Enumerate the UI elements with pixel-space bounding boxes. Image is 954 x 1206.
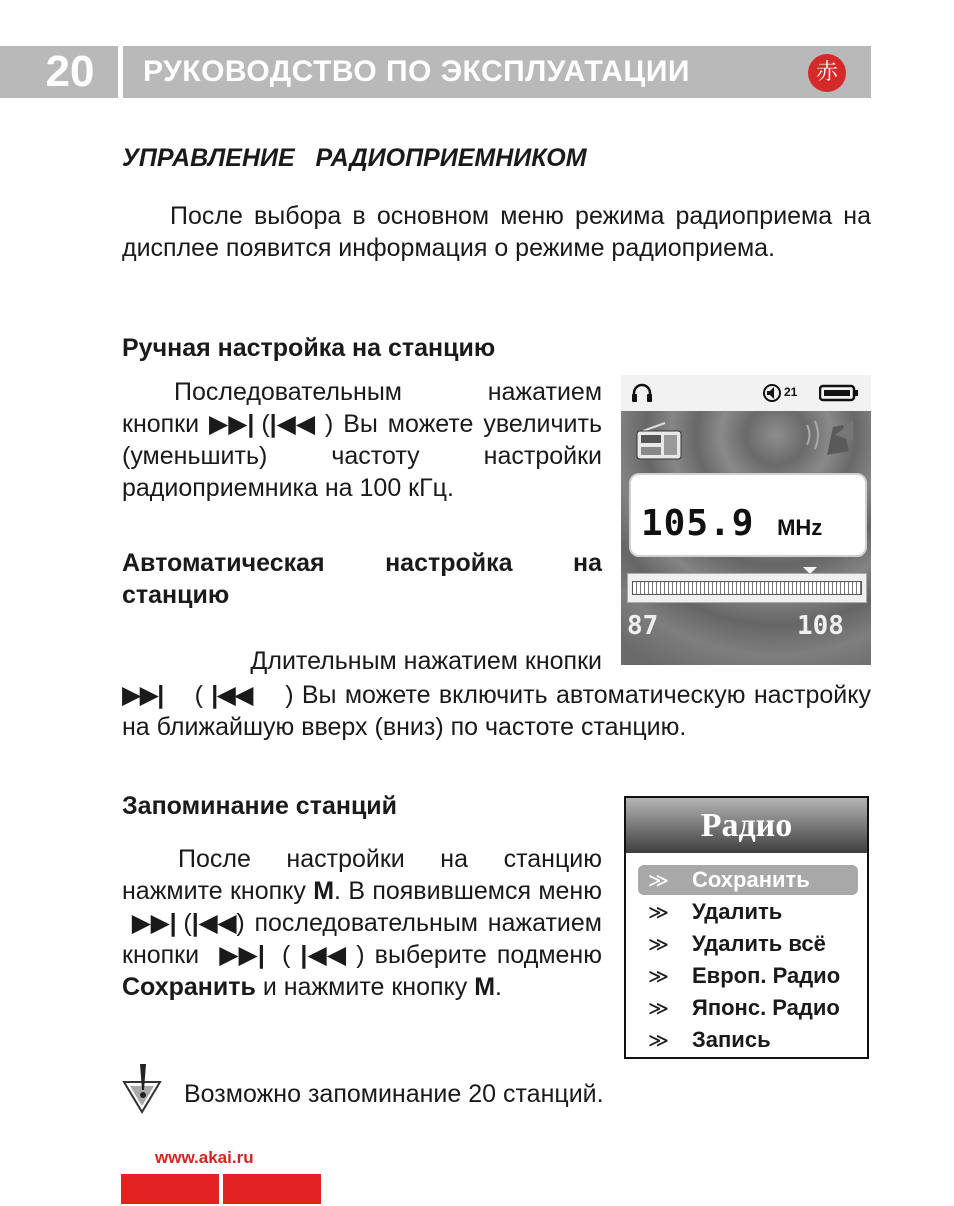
footer-red-bar-left [121, 1174, 219, 1204]
header-divider [118, 46, 123, 98]
manual-open-paren: ( [261, 410, 270, 438]
scale-ticks [632, 581, 862, 595]
store-text-3: ) последовательным нажатием кнопки [122, 909, 602, 969]
volume-level: 21 [784, 385, 798, 399]
radio-menu-item [626, 1025, 867, 1055]
radio-display-screenshot [621, 375, 871, 665]
prev-button-icon: |◀◀ [211, 681, 252, 709]
auto-open-paren: ( [194, 681, 203, 709]
radio-menu-screenshot [624, 796, 869, 1059]
radio-menu-item [626, 961, 867, 991]
frequency-scale [627, 573, 867, 603]
intro-paragraph: После выбора в основном меню режима радиоприема на дисплее появится информация о режиме радиоприема. [122, 202, 871, 262]
radio-menu-item [626, 929, 867, 959]
signal-tower-icon [797, 415, 857, 465]
double-chevron-icon: ≫ [648, 996, 669, 1020]
manual-text-1: Последовательным нажатием кнопки [122, 378, 602, 438]
double-chevron-icon: ≫ [648, 868, 669, 892]
akai-logo-icon: 赤 [808, 54, 846, 92]
manual-text-2: ) Вы можете увеличить (уменьшить) частоту настройки радиоприемника на 100 кГц. [122, 410, 602, 502]
menu-item-label: Удалить [692, 899, 783, 924]
menu-item-label: Японс. Радио [692, 995, 840, 1020]
note-text: Возможно запоминание 20 станций. [184, 1080, 604, 1108]
menu-item-label: Сохранить [692, 867, 810, 892]
store-open-paren-1: ( [183, 909, 192, 937]
footer-website-link[interactable]: www.akai.ru [155, 1148, 254, 1167]
prev-button-icon: |◀◀ [300, 941, 347, 969]
store-text-4: ) выберите подменю [356, 941, 602, 969]
store-open-paren-2: ( [282, 941, 291, 969]
double-chevron-icon: ≫ [648, 900, 669, 924]
double-chevron-icon: ≫ [648, 1028, 669, 1052]
radio-menu-item [626, 897, 867, 927]
key-m: М [474, 973, 496, 1001]
auto-tuning-line-1: Длительным нажатием кнопки [250, 647, 602, 675]
next-button-icon: ▶▶| [131, 909, 174, 937]
frequency-readout [641, 503, 822, 544]
key-m: М [313, 877, 335, 905]
store-text-1: После настройки на станцию нажмите кнопку [122, 845, 602, 905]
prev-button-icon: |◀◀ [191, 909, 237, 937]
auto-text-2: ) Вы можете включить автоматическую настройку на ближайшую вверх (вниз) по частоте станцию. [122, 681, 871, 741]
auto-tuning-heading: Автоматическая настройка на станцию [122, 549, 602, 609]
frequency-value: 105.9 [641, 503, 755, 544]
radio-menu-item [626, 865, 867, 895]
store-stations-heading: Запоминание станций [122, 792, 398, 820]
menu-item-label: Удалить всё [692, 931, 826, 956]
store-text-5: и нажмите кнопку [262, 973, 468, 1001]
headphones-icon [631, 383, 653, 403]
auto-tuning-paragraph [122, 679, 871, 743]
menu-item-label: Европ. Радио [692, 963, 841, 988]
battery-icon [819, 384, 859, 402]
section-title: УПРАВЛЕНИЕ РАДИОПРИЕМНИКОМ [122, 144, 587, 172]
frequency-unit: MHz [777, 515, 823, 540]
range-min-label: 87 [627, 611, 659, 641]
store-text-2: . В появившемся меню [334, 877, 602, 905]
double-chevron-icon: ≫ [648, 964, 669, 988]
submenu-save-label: Сохранить [122, 973, 256, 1001]
menu-item-label: Запись [692, 1027, 771, 1052]
range-max-label: 108 [797, 611, 844, 641]
warning-icon [120, 1062, 164, 1114]
speaker-icon [761, 383, 783, 403]
prev-button-icon: |◀◀ [269, 410, 316, 438]
next-button-icon: ▶▶| [219, 941, 262, 969]
manual-tuning-heading: Ручная настройка на станцию [122, 334, 496, 362]
page-number: 20 [45, 47, 95, 96]
next-button-icon: ▶▶| [209, 410, 252, 438]
header-title: РУКОВОДСТВО ПО ЭКСПЛУАТАЦИИ [143, 55, 690, 88]
manual-tuning-paragraph [122, 376, 602, 504]
double-chevron-icon: ≫ [648, 932, 669, 956]
radio-menu-title: Радио [626, 798, 867, 853]
radio-icon [635, 421, 683, 461]
footer-red-bar-right [223, 1174, 321, 1204]
store-text-6: . [495, 973, 502, 1001]
radio-menu-item [626, 993, 867, 1023]
next-button-icon: ▶▶| [122, 681, 162, 709]
store-stations-paragraph [122, 843, 602, 1003]
